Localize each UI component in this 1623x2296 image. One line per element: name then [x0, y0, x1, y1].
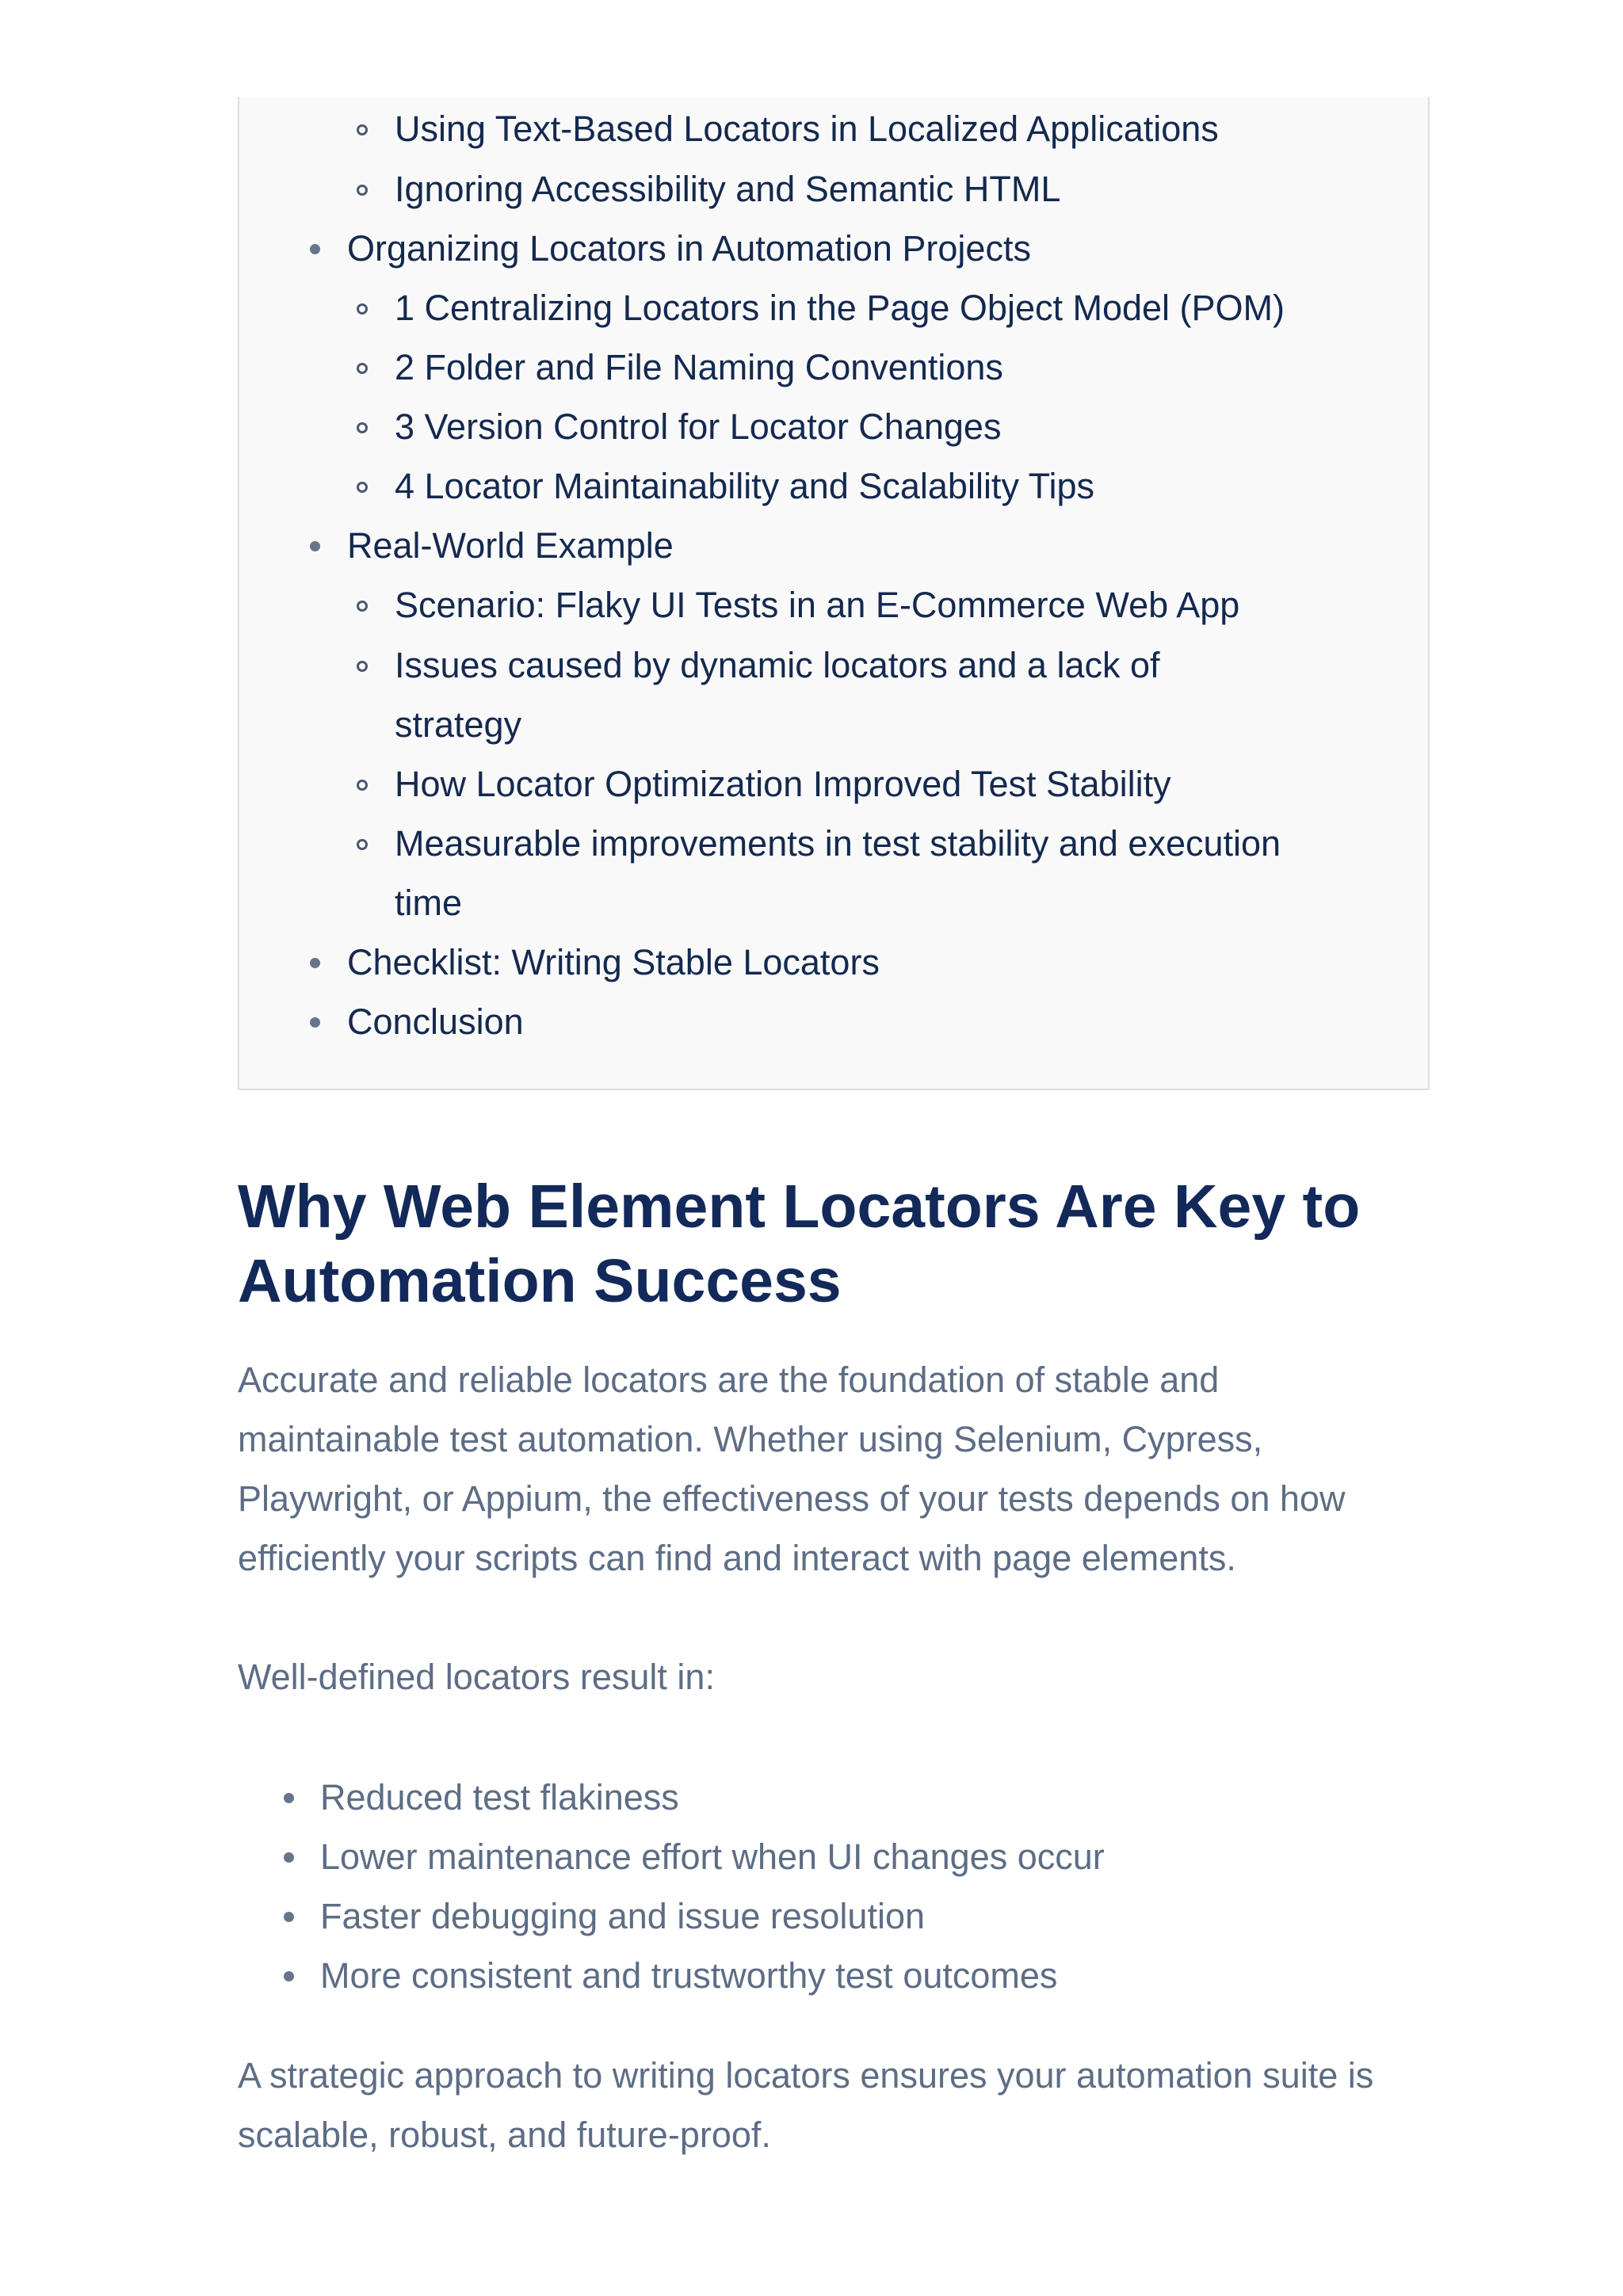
toc-link[interactable]: Conclusion — [347, 1001, 524, 1042]
section-heading: Why Web Element Locators Are Key to Automation Success — [238, 1173, 1361, 1315]
toc-bullet-icon — [357, 601, 368, 612]
closing-paragraph: A strategic approach to writing locators ensures your automation suite is scalable, robust, and future-proof. — [238, 2055, 1374, 2155]
toc-link[interactable]: Using Text-Based Locators in Localized Applications — [395, 109, 1219, 149]
toc-link[interactable]: Real-World Example — [347, 525, 674, 566]
toc-bullet-icon — [357, 363, 368, 374]
list-bullet-icon — [284, 1852, 294, 1863]
toc-link[interactable]: time — [395, 883, 463, 923]
toc-link[interactable]: Measurable improvements in test stability and execution — [395, 823, 1281, 864]
toc-link[interactable]: How Locator Optimization Improved Test Stability — [395, 764, 1171, 804]
table-of-contents — [238, 97, 1430, 1090]
list-bullet-icon — [284, 1793, 294, 1803]
toc-link[interactable]: Checklist: Writing Stable Locators — [347, 942, 880, 982]
list-item: Reduced test flakiness — [320, 1777, 679, 1817]
toc-link[interactable]: 4 Locator Maintainability and Scalability Tips — [395, 466, 1094, 506]
list-item: Faster debugging and issue resolution — [320, 1896, 926, 1936]
intro-paragraph: Accurate and reliable locators are the foundation of stable and maintainable test automation. Whether using Selenium, Cypress, Playwright, or Appium, the effectiveness of your tests depends on how efficiently your scripts can find and interact with page elements. — [238, 1360, 1346, 1578]
toc-bullet-icon — [310, 1017, 320, 1028]
toc-bullet-icon — [357, 482, 368, 493]
toc-bullet-icon — [357, 839, 368, 850]
toc-bullet-icon — [357, 124, 368, 135]
list-item: Lower maintenance effort when UI changes occur — [320, 1836, 1105, 1877]
toc-bullet-icon — [357, 185, 368, 196]
list-item: More consistent and trustworthy test outcomes — [320, 1955, 1058, 1996]
toc-link[interactable]: strategy — [395, 704, 522, 745]
toc-bullet-icon — [310, 958, 320, 968]
lead-paragraph: Well-defined locators result in: — [238, 1657, 715, 1697]
toc-link[interactable]: Scenario: Flaky UI Tests in an E-Commerce Web App — [395, 585, 1240, 625]
toc-bullet-icon — [310, 541, 320, 551]
toc-bullet-icon — [357, 422, 368, 433]
toc-bullet-icon — [357, 780, 368, 791]
toc-link[interactable]: Organizing Locators in Automation Projects — [347, 228, 1031, 269]
toc-link[interactable]: Ignoring Accessibility and Semantic HTML — [395, 169, 1061, 209]
toc-link[interactable]: 2 Folder and File Naming Conventions — [395, 347, 1003, 387]
list-bullet-icon — [284, 1912, 294, 1922]
list-bullet-icon — [284, 1971, 294, 1981]
toc-link[interactable]: 3 Version Control for Locator Changes — [395, 406, 1002, 447]
toc-link[interactable]: 1 Centralizing Locators in the Page Object Model (POM) — [395, 288, 1285, 328]
toc-link[interactable]: Issues caused by dynamic locators and a lack of — [395, 645, 1160, 685]
toc-bullet-icon — [310, 244, 320, 254]
toc-bullet-icon — [357, 661, 368, 672]
toc-bullet-icon — [357, 303, 368, 315]
